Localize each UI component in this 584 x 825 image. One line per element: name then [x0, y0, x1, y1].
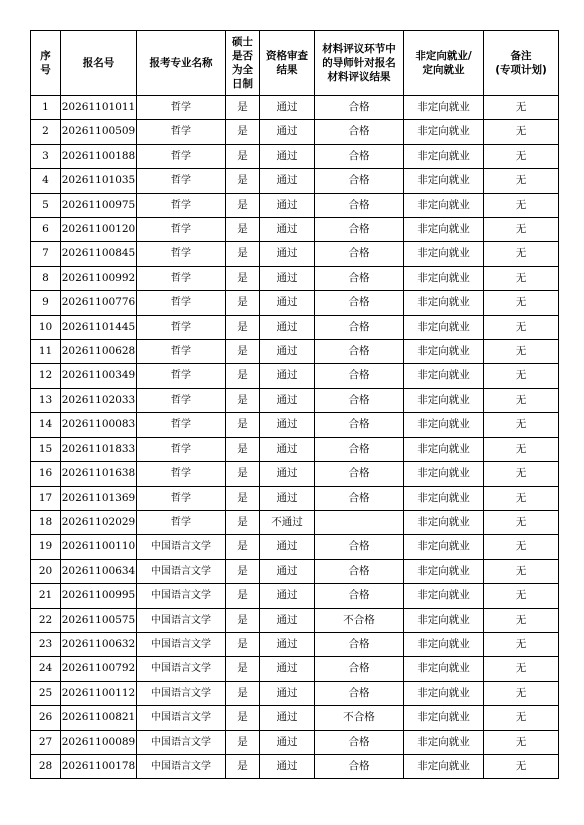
- cell-employment-type: 非定向就业: [404, 193, 484, 217]
- cell-qualification-review: 通过: [260, 388, 315, 412]
- cell-material-review: 合格: [315, 96, 404, 120]
- table-row: [31, 242, 559, 266]
- cell-material-review: 合格: [315, 413, 404, 437]
- cell-remarks: 无: [484, 657, 559, 681]
- cell-material-review: 合格: [315, 266, 404, 290]
- cell-employment-type: 非定向就业: [404, 364, 484, 388]
- cell-qualification-review: 通过: [260, 584, 315, 608]
- cell-material-review: 合格: [315, 218, 404, 242]
- cell-major: 哲学: [137, 462, 226, 486]
- cell-material-review: 不合格: [315, 608, 404, 632]
- cell-qualification-review: 通过: [260, 559, 315, 583]
- table-row: [31, 218, 559, 242]
- cell-remarks: 无: [484, 706, 559, 730]
- cell-major: 哲学: [137, 120, 226, 144]
- cell-registration-number: 20261101011: [61, 96, 137, 120]
- cell-employment-type: 非定向就业: [404, 340, 484, 364]
- table-row: [31, 266, 559, 290]
- cell-full-time: 是: [226, 266, 260, 290]
- cell-full-time: 是: [226, 193, 260, 217]
- cell-registration-number: 20261100178: [61, 754, 137, 778]
- cell-registration-number: 20261100509: [61, 120, 137, 144]
- cell-qualification-review: 通过: [260, 169, 315, 193]
- cell-major: 哲学: [137, 388, 226, 412]
- cell-remarks: 无: [484, 144, 559, 168]
- cell-major: 哲学: [137, 340, 226, 364]
- cell-remarks: 无: [484, 413, 559, 437]
- cell-remarks: 无: [484, 632, 559, 656]
- cell-remarks: 无: [484, 388, 559, 412]
- cell-qualification-review: 通过: [260, 218, 315, 242]
- cell-material-review: 合格: [315, 315, 404, 339]
- cell-index: 16: [31, 462, 61, 486]
- header-qualification-review: 资格审查 结果: [260, 31, 315, 96]
- cell-employment-type: 非定向就业: [404, 657, 484, 681]
- cell-remarks: 无: [484, 193, 559, 217]
- cell-major: 中国语言文学: [137, 754, 226, 778]
- cell-qualification-review: 通过: [260, 242, 315, 266]
- table-body: [31, 96, 559, 779]
- cell-qualification-review: 通过: [260, 266, 315, 290]
- cell-employment-type: 非定向就业: [404, 218, 484, 242]
- cell-employment-type: 非定向就业: [404, 510, 484, 534]
- cell-registration-number: 20261100845: [61, 242, 137, 266]
- cell-material-review: 合格: [315, 559, 404, 583]
- cell-full-time: 是: [226, 413, 260, 437]
- cell-remarks: 无: [484, 584, 559, 608]
- cell-employment-type: 非定向就业: [404, 120, 484, 144]
- table-row: [31, 632, 559, 656]
- cell-index: 8: [31, 266, 61, 290]
- table-row: [31, 608, 559, 632]
- cell-employment-type: 非定向就业: [404, 681, 484, 705]
- cell-registration-number: 20261100634: [61, 559, 137, 583]
- cell-remarks: 无: [484, 754, 559, 778]
- table-row: [31, 584, 559, 608]
- cell-remarks: 无: [484, 462, 559, 486]
- cell-index: 7: [31, 242, 61, 266]
- cell-major: 哲学: [137, 144, 226, 168]
- cell-registration-number: 20261100975: [61, 193, 137, 217]
- cell-index: 10: [31, 315, 61, 339]
- cell-qualification-review: 通过: [260, 437, 315, 461]
- cell-remarks: 无: [484, 510, 559, 534]
- cell-qualification-review: 通过: [260, 706, 315, 730]
- cell-qualification-review: 通过: [260, 364, 315, 388]
- cell-remarks: 无: [484, 559, 559, 583]
- cell-registration-number: 20261100083: [61, 413, 137, 437]
- cell-remarks: 无: [484, 169, 559, 193]
- cell-remarks: 无: [484, 218, 559, 242]
- cell-employment-type: 非定向就业: [404, 413, 484, 437]
- cell-index: 22: [31, 608, 61, 632]
- cell-material-review: 合格: [315, 657, 404, 681]
- cell-full-time: 是: [226, 218, 260, 242]
- cell-remarks: 无: [484, 608, 559, 632]
- cell-employment-type: 非定向就业: [404, 486, 484, 510]
- table-row: [31, 169, 559, 193]
- cell-major: 中国语言文学: [137, 681, 226, 705]
- table-row: [31, 388, 559, 412]
- cell-major: 哲学: [137, 266, 226, 290]
- cell-major: 中国语言文学: [137, 535, 226, 559]
- cell-qualification-review: 通过: [260, 340, 315, 364]
- cell-major: 哲学: [137, 193, 226, 217]
- table-row: [31, 340, 559, 364]
- cell-qualification-review: 不通过: [260, 510, 315, 534]
- cell-remarks: 无: [484, 730, 559, 754]
- cell-full-time: 是: [226, 608, 260, 632]
- cell-index: 9: [31, 291, 61, 315]
- cell-full-time: 是: [226, 315, 260, 339]
- cell-qualification-review: 通过: [260, 96, 315, 120]
- cell-full-time: 是: [226, 388, 260, 412]
- cell-major: 哲学: [137, 315, 226, 339]
- cell-remarks: 无: [484, 437, 559, 461]
- table-row: [31, 535, 559, 559]
- cell-qualification-review: 通过: [260, 535, 315, 559]
- results-table: [30, 30, 559, 779]
- cell-index: 28: [31, 754, 61, 778]
- cell-full-time: 是: [226, 559, 260, 583]
- cell-material-review: 合格: [315, 242, 404, 266]
- cell-major: 哲学: [137, 413, 226, 437]
- cell-major: 哲学: [137, 364, 226, 388]
- table-row: [31, 144, 559, 168]
- cell-registration-number: 20261102033: [61, 388, 137, 412]
- cell-full-time: 是: [226, 632, 260, 656]
- cell-full-time: 是: [226, 681, 260, 705]
- header-full-time: 硕士 是否 为全 日制: [226, 31, 260, 96]
- cell-material-review: 合格: [315, 632, 404, 656]
- cell-registration-number: 20261101035: [61, 169, 137, 193]
- table-row: [31, 559, 559, 583]
- cell-employment-type: 非定向就业: [404, 706, 484, 730]
- cell-employment-type: 非定向就业: [404, 266, 484, 290]
- cell-qualification-review: 通过: [260, 413, 315, 437]
- cell-full-time: 是: [226, 657, 260, 681]
- cell-qualification-review: 通过: [260, 657, 315, 681]
- cell-employment-type: 非定向就业: [404, 730, 484, 754]
- cell-full-time: 是: [226, 96, 260, 120]
- cell-index: 19: [31, 535, 61, 559]
- cell-major: 中国语言文学: [137, 584, 226, 608]
- table-row: [31, 657, 559, 681]
- cell-qualification-review: 通过: [260, 730, 315, 754]
- cell-employment-type: 非定向就业: [404, 462, 484, 486]
- cell-index: 24: [31, 657, 61, 681]
- cell-qualification-review: 通过: [260, 462, 315, 486]
- table-row: [31, 120, 559, 144]
- cell-full-time: 是: [226, 169, 260, 193]
- cell-material-review: 合格: [315, 291, 404, 315]
- cell-registration-number: 20261102029: [61, 510, 137, 534]
- cell-material-review: 合格: [315, 584, 404, 608]
- cell-employment-type: 非定向就业: [404, 559, 484, 583]
- cell-index: 5: [31, 193, 61, 217]
- table-row: [31, 315, 559, 339]
- cell-qualification-review: 通过: [260, 632, 315, 656]
- cell-major: 哲学: [137, 169, 226, 193]
- table-row: [31, 437, 559, 461]
- cell-full-time: 是: [226, 144, 260, 168]
- cell-qualification-review: 通过: [260, 315, 315, 339]
- cell-employment-type: 非定向就业: [404, 169, 484, 193]
- cell-registration-number: 20261100995: [61, 584, 137, 608]
- cell-qualification-review: 通过: [260, 681, 315, 705]
- cell-qualification-review: 通过: [260, 144, 315, 168]
- cell-index: 27: [31, 730, 61, 754]
- cell-index: 3: [31, 144, 61, 168]
- cell-registration-number: 20261100349: [61, 364, 137, 388]
- cell-employment-type: 非定向就业: [404, 242, 484, 266]
- cell-material-review: [315, 510, 404, 534]
- cell-material-review: 合格: [315, 120, 404, 144]
- cell-full-time: 是: [226, 462, 260, 486]
- cell-registration-number: 20261100628: [61, 340, 137, 364]
- cell-major: 哲学: [137, 96, 226, 120]
- cell-material-review: 合格: [315, 364, 404, 388]
- cell-registration-number: 20261100089: [61, 730, 137, 754]
- cell-remarks: 无: [484, 681, 559, 705]
- cell-remarks: 无: [484, 340, 559, 364]
- cell-index: 18: [31, 510, 61, 534]
- cell-full-time: 是: [226, 486, 260, 510]
- cell-material-review: 合格: [315, 437, 404, 461]
- cell-material-review: 合格: [315, 340, 404, 364]
- cell-index: 15: [31, 437, 61, 461]
- cell-employment-type: 非定向就业: [404, 388, 484, 412]
- cell-material-review: 合格: [315, 754, 404, 778]
- table-row: [31, 706, 559, 730]
- cell-index: 6: [31, 218, 61, 242]
- cell-index: 1: [31, 96, 61, 120]
- cell-employment-type: 非定向就业: [404, 632, 484, 656]
- cell-material-review: 合格: [315, 193, 404, 217]
- cell-remarks: 无: [484, 315, 559, 339]
- table-row: [31, 681, 559, 705]
- cell-index: 20: [31, 559, 61, 583]
- header-material-review: 材料评议环节中 的导师针对报名 材料评议结果: [315, 31, 404, 96]
- table-row: [31, 413, 559, 437]
- cell-index: 11: [31, 340, 61, 364]
- cell-registration-number: 20261101638: [61, 462, 137, 486]
- table-row: [31, 510, 559, 534]
- cell-full-time: 是: [226, 340, 260, 364]
- cell-material-review: 不合格: [315, 706, 404, 730]
- cell-employment-type: 非定向就业: [404, 754, 484, 778]
- header-major: 报考专业名称: [137, 31, 226, 96]
- cell-index: 4: [31, 169, 61, 193]
- cell-index: 14: [31, 413, 61, 437]
- cell-qualification-review: 通过: [260, 291, 315, 315]
- cell-material-review: 合格: [315, 730, 404, 754]
- table-row: [31, 96, 559, 120]
- cell-remarks: 无: [484, 242, 559, 266]
- cell-major: 哲学: [137, 510, 226, 534]
- cell-full-time: 是: [226, 510, 260, 534]
- cell-index: 17: [31, 486, 61, 510]
- cell-registration-number: 20261101369: [61, 486, 137, 510]
- cell-remarks: 无: [484, 535, 559, 559]
- table-row: [31, 486, 559, 510]
- cell-material-review: 合格: [315, 169, 404, 193]
- cell-material-review: 合格: [315, 144, 404, 168]
- cell-employment-type: 非定向就业: [404, 535, 484, 559]
- cell-full-time: 是: [226, 242, 260, 266]
- table-row: [31, 193, 559, 217]
- cell-material-review: 合格: [315, 681, 404, 705]
- cell-qualification-review: 通过: [260, 486, 315, 510]
- cell-full-time: 是: [226, 291, 260, 315]
- cell-employment-type: 非定向就业: [404, 96, 484, 120]
- cell-remarks: 无: [484, 266, 559, 290]
- cell-material-review: 合格: [315, 462, 404, 486]
- table-header-row: [31, 31, 559, 96]
- cell-remarks: 无: [484, 120, 559, 144]
- cell-full-time: 是: [226, 584, 260, 608]
- cell-remarks: 无: [484, 96, 559, 120]
- cell-registration-number: 20261100776: [61, 291, 137, 315]
- cell-employment-type: 非定向就业: [404, 144, 484, 168]
- table-row: [31, 754, 559, 778]
- cell-index: 13: [31, 388, 61, 412]
- cell-major: 哲学: [137, 486, 226, 510]
- cell-remarks: 无: [484, 291, 559, 315]
- cell-major: 中国语言文学: [137, 559, 226, 583]
- header-index: 序 号: [31, 31, 61, 96]
- cell-major: 哲学: [137, 218, 226, 242]
- cell-major: 中国语言文学: [137, 632, 226, 656]
- cell-employment-type: 非定向就业: [404, 584, 484, 608]
- cell-material-review: 合格: [315, 388, 404, 412]
- cell-registration-number: 20261100110: [61, 535, 137, 559]
- cell-registration-number: 20261100575: [61, 608, 137, 632]
- cell-full-time: 是: [226, 535, 260, 559]
- cell-full-time: 是: [226, 730, 260, 754]
- cell-full-time: 是: [226, 120, 260, 144]
- cell-employment-type: 非定向就业: [404, 315, 484, 339]
- cell-employment-type: 非定向就业: [404, 291, 484, 315]
- cell-registration-number: 20261100792: [61, 657, 137, 681]
- cell-registration-number: 20261100112: [61, 681, 137, 705]
- cell-qualification-review: 通过: [260, 754, 315, 778]
- cell-full-time: 是: [226, 437, 260, 461]
- cell-major: 中国语言文学: [137, 706, 226, 730]
- cell-material-review: 合格: [315, 535, 404, 559]
- cell-employment-type: 非定向就业: [404, 608, 484, 632]
- table-row: [31, 364, 559, 388]
- header-remarks: 备注 (专项计划): [484, 31, 559, 96]
- cell-full-time: 是: [226, 754, 260, 778]
- cell-major: 哲学: [137, 437, 226, 461]
- cell-qualification-review: 通过: [260, 608, 315, 632]
- cell-major: 哲学: [137, 291, 226, 315]
- cell-material-review: 合格: [315, 486, 404, 510]
- cell-registration-number: 20261100120: [61, 218, 137, 242]
- cell-major: 中国语言文学: [137, 730, 226, 754]
- cell-index: 2: [31, 120, 61, 144]
- cell-qualification-review: 通过: [260, 120, 315, 144]
- cell-employment-type: 非定向就业: [404, 437, 484, 461]
- cell-full-time: 是: [226, 364, 260, 388]
- cell-index: 12: [31, 364, 61, 388]
- table-row: [31, 462, 559, 486]
- cell-index: 23: [31, 632, 61, 656]
- cell-major: 中国语言文学: [137, 608, 226, 632]
- cell-remarks: 无: [484, 486, 559, 510]
- header-employment-type: 非定向就业/ 定向就业: [404, 31, 484, 96]
- cell-index: 25: [31, 681, 61, 705]
- document-page: [30, 30, 559, 779]
- table-row: [31, 730, 559, 754]
- cell-index: 26: [31, 706, 61, 730]
- cell-major: 中国语言文学: [137, 657, 226, 681]
- cell-index: 21: [31, 584, 61, 608]
- cell-registration-number: 20261100188: [61, 144, 137, 168]
- header-registration-number: 报名号: [61, 31, 137, 96]
- cell-registration-number: 20261100992: [61, 266, 137, 290]
- cell-qualification-review: 通过: [260, 193, 315, 217]
- table-row: [31, 291, 559, 315]
- cell-registration-number: 20261101445: [61, 315, 137, 339]
- cell-major: 哲学: [137, 242, 226, 266]
- cell-remarks: 无: [484, 364, 559, 388]
- cell-full-time: 是: [226, 706, 260, 730]
- cell-registration-number: 20261101833: [61, 437, 137, 461]
- cell-registration-number: 20261100821: [61, 706, 137, 730]
- cell-registration-number: 20261100632: [61, 632, 137, 656]
